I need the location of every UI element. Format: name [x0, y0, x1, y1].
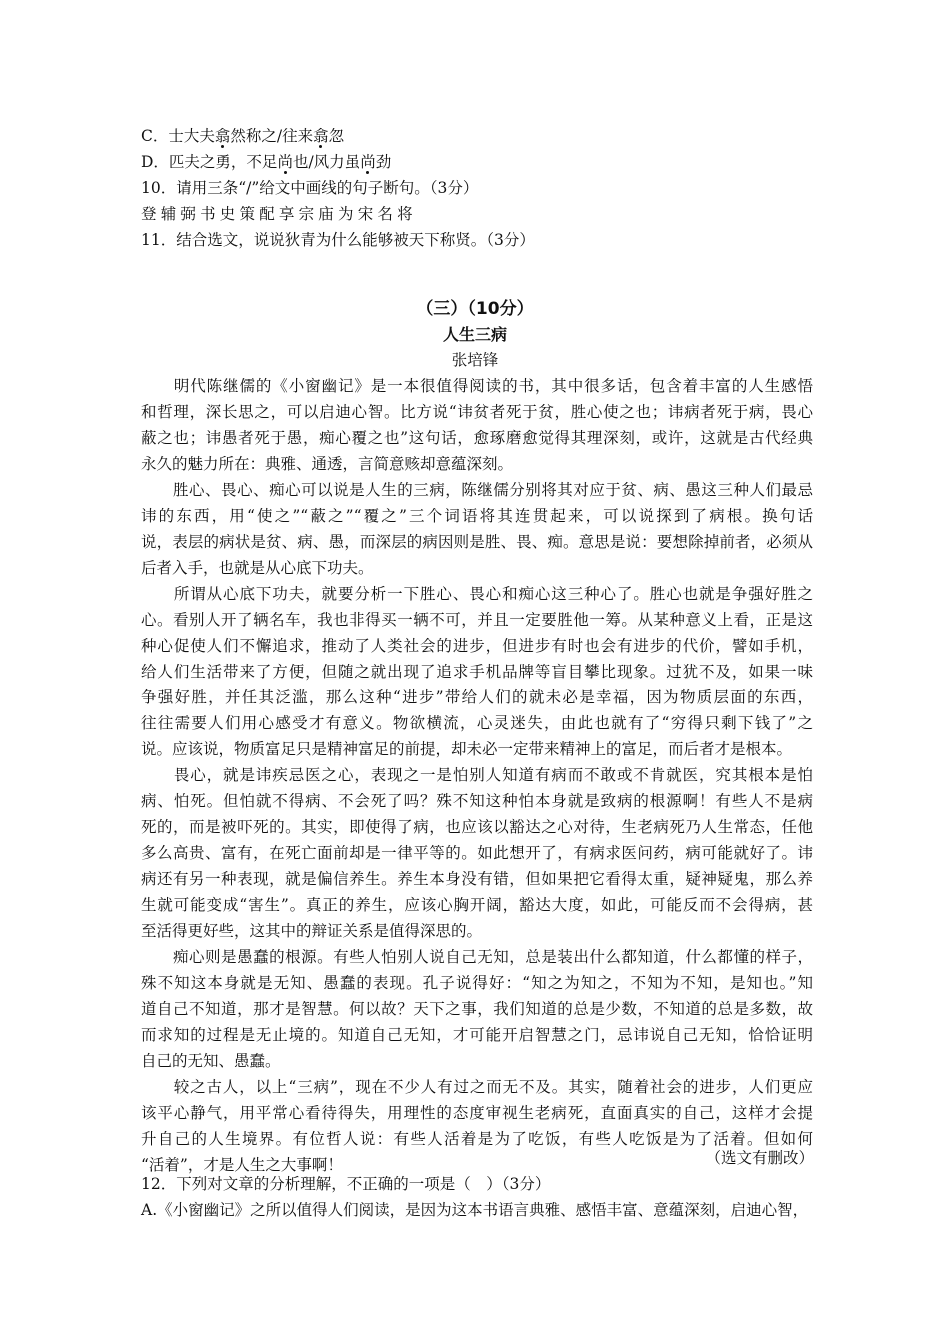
option-c-text-2: 然称之/往来	[230, 127, 314, 145]
option-d-text-2: 也/风力虽	[292, 153, 361, 171]
article-line: 种心促使人们不懈追求，推动了人类社会的进步，但进步有时也会有进步的代价，譬如手机，	[141, 636, 813, 655]
article-line: 自己的无知、愚蠢。	[141, 1051, 281, 1070]
article-line: 较之古人，以上“三病”，现在不少人有过之而无不及。其实，随着社会的进步，人们更应	[141, 1077, 813, 1096]
article-line: 蔽之也；讳愚者死于愚，痴心覆之也”这句话，愈琢磨愈觉得其理深刻，或许，这就是古代经典	[141, 428, 813, 447]
article-line: 争强好胜，并任其泛滥，那么这种“进步”带给人们的就未必是幸福，因为物质层面的东西，	[141, 688, 813, 707]
article-line: 生就可能变成“害生”。真正的养生，应该心胸开阔，豁达大度，如此，可能反而不会得病，甚	[141, 896, 813, 914]
question-12-option-a: A.《小窗幽记》之所以值得人们阅读，是因为这本书语言典雅、感悟丰富、意蕴深刻，启迪心智，	[141, 1201, 809, 1219]
article-line: 说。应该说，物质富足只是精神富足的前提，却未必一定带来精神上的富足，而后者才是根本。	[141, 740, 793, 759]
option-c-dotted-char-1: 翕	[214, 127, 231, 145]
article-line: 升自己的人生境界。有位哲人说：有些人活着是为了吃饭，有些人吃饭是为了活着。但如何	[141, 1129, 813, 1148]
article-line: 和哲理，深长思之，可以启迪心智。比方说“讳贫者死于贫，胜心使之也；讳病者死于病，畏心	[141, 402, 813, 421]
article-line: 至活得更好些，这其中的辩证关系是值得深思的。	[141, 921, 483, 940]
article-line: 往往需要人们用心感受才有意义。物欲横流，心灵迷失，由此也就有了“穷得只剩下钱了”之	[141, 714, 813, 733]
article-line: 讳的东西，用“使之”“蔽之”“覆之”三个词语将其连贯起来，可以说探到了病根。换句话	[141, 506, 813, 525]
article-title: 人生三病	[442, 325, 507, 344]
question-10-sentence: 登辅弼书史策配享宗庙为宋名将	[141, 205, 417, 223]
article-line: 说，表层的病状是贫、病、愚，而深层的病因则是胜、畏、痴。意思是说：要想除掉前者，必须从	[141, 532, 813, 551]
article-line: 后者入手，也就是从心底下功夫。	[141, 558, 374, 577]
article-line: 所谓从心底下功夫，就要分析一下胜心、畏心和痴心这三种心了。胜心也就是争强好胜之	[141, 584, 813, 603]
article-line: 明代陈继儒的《小窗幽记》是一本很值得阅读的书，其中很多话，包含着丰富的人生感悟	[141, 377, 813, 395]
option-d-dotted-char-1: 尚	[277, 153, 293, 171]
option-d-text-1: D．匹夫之勇，不足	[141, 153, 278, 171]
question-12: 12．下列对文章的分析理解，不正确的一项是（ ）（3分）	[141, 1175, 551, 1193]
question-10: 10．请用三条“/”给文中画线的句子断句。（3分）	[141, 179, 479, 197]
section-heading: （三）（10分）	[416, 299, 534, 319]
option-c-dotted-char-2: 翕	[313, 127, 329, 145]
article-line: 病、怕死。但怕就不得病、不会死了吗？殊不知这种怕本身就是致病的根源啊！有些人不是病	[141, 792, 813, 811]
article-line: 该平心静气，用平常心看待得失，用理性的态度审视生老病死，直面真实的自己，这样才会提	[141, 1103, 813, 1122]
option-c-text-1: C．士大夫	[141, 127, 215, 145]
article-line: 胜心、畏心、痴心可以说是人生的三病，陈继儒分别将其对应于贫、病、愚这三种人们最忌	[141, 480, 813, 499]
option-d	[141, 151, 391, 173]
article-line: 永久的魅力所在：典雅、通透，言简意赅却意蕴深刻。	[141, 454, 514, 473]
option-d-text-3: 劲	[375, 153, 392, 171]
article-line: 畏心，就是讳疾忌医之心，表现之一是怕别人知道有病而不敢或不肯就医，究其根本是怕	[141, 766, 813, 785]
option-c-text-3: 忽	[328, 127, 345, 145]
option-d-dotted-char-2: 尚	[360, 153, 376, 171]
article-line: 给人们生活带来了方便，但随之就出现了追求手机品牌等盲目攀比现象。过犹不及，如果一味	[141, 662, 813, 681]
article-line: 痴心则是愚蠢的根源。有些人怕别人说自己无知，总是装出什么都知道，什么都懂的样子，	[141, 947, 813, 966]
article-line: “活着”，才是人生之大事啊！	[141, 1155, 343, 1174]
article-author: 张培锋	[451, 351, 499, 369]
article-line: 殊不知这本身就是无知、愚蠢的表现。孔子说得好：“知之为知之，不知为不知，是知也。”知	[141, 973, 813, 992]
article-line: 而求知的过程是无止境的。知道自己无知，才可能开启智慧之门，忌讳说自己无知，恰恰证明	[141, 1025, 813, 1044]
article-line: 心。看别人开了辆名车，我也非得买一辆不可，并且一定要胜他一筹。从某种意义上看，正是这	[141, 610, 813, 629]
option-c	[141, 125, 344, 147]
question-11: 11．结合选文，说说狄青为什么能够被天下称贤。（3分）	[141, 231, 535, 249]
article-source-note: （选文有删改）	[705, 1149, 814, 1167]
article-line: 道自己不知道，那才是智慧。何以故？天下之事，我们知道的总是少数，不知道的总是多数，故	[141, 999, 813, 1018]
article-line: 病还有另一种表现，就是偏信养生。养生本身没有错，但如果把它看得太重，疑神疑鬼，那么养	[141, 870, 813, 888]
article-line: 多么高贵、富有，在死亡面前却是一律平等的。如此想开了，有病求医问药，病可能就好了。讳	[141, 844, 813, 863]
article-line: 死的，而是被吓死的。其实，即使得了病，也应该以豁达之心对待，生老病死乃人生常态，任他	[141, 818, 813, 837]
